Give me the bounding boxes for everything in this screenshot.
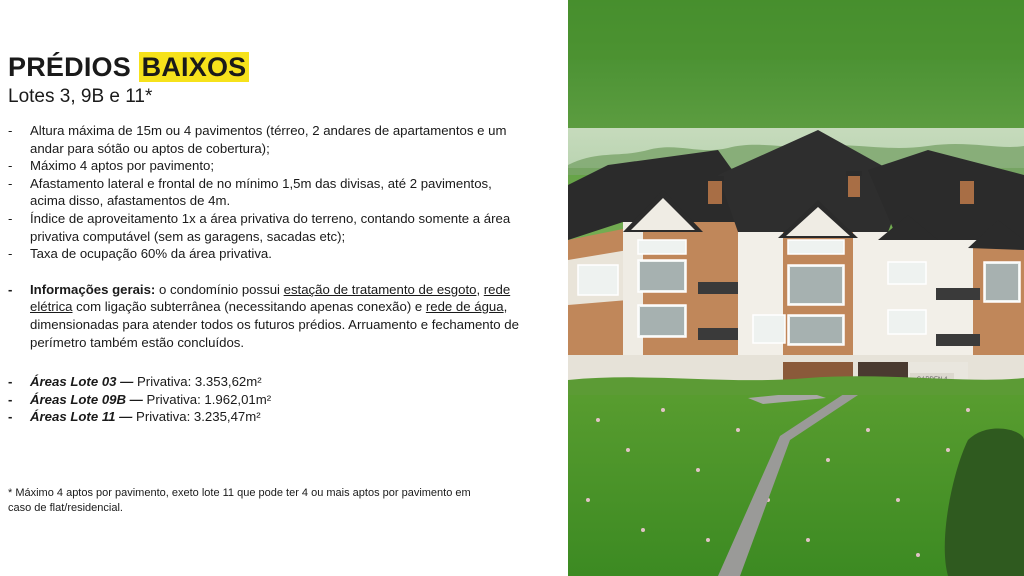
link-electric-network[interactable]: rede elétrica <box>30 281 511 315</box>
list-item: - Máximo 4 aptos por pavimento; <box>8 158 214 174</box>
link-sewage-station[interactable]: estação de tratamento de esgoto <box>283 281 477 297</box>
page-subtitle: Lotes 3, 9B e 11* <box>8 86 153 107</box>
title-text: PRÉDIOS <box>8 52 139 82</box>
footnote: * Máximo 4 aptos por pavimento, exeto lote 11 que pode ter 4 ou mais aptos por pavimento em caso de flat/residencial. <box>8 487 471 514</box>
page-title <box>8 52 249 83</box>
title-highlight: BAIXOS <box>139 52 250 82</box>
list-item: - Taxa de ocupação 60% da área privativa. <box>8 246 272 262</box>
list-item: - Índice de aproveitamento 1x a área privativa do terreno, contando somente a área privativa computável (sem as garagens, sacadas etc); <box>8 210 511 244</box>
building-rendering-image <box>568 0 1024 576</box>
area-item: - Áreas Lote 09B — Privativa: 1.962,01m² <box>8 391 272 407</box>
info-label: Informações gerais: <box>30 281 156 297</box>
link-water-network[interactable]: rede de água <box>425 299 504 315</box>
bullet-list <box>8 122 528 426</box>
area-item: - Áreas Lote 03 — Privativa: 3.353,62m² <box>8 374 262 390</box>
building-rendering <box>568 0 1024 576</box>
info-paragraph: - Informações gerais: o condomínio possui estação de tratamento de esgoto, rede elétrica com ligação subterrânea (necessitando apenas conexão) e rede de água, dimensionadas para atender todos os futuros prédios. Arruamento e fechamento de perímetro também estão concluídos. <box>8 281 519 350</box>
area-item: - Áreas Lote 11 — Privativa: 3.235,47m² <box>8 409 261 425</box>
list-item: - Altura máxima de 15m ou 4 pavimentos (térreo, 2 andares de apartamentos e um andar para sótão ou aptos de cobertura); <box>8 123 507 156</box>
list-item: - Afastamento lateral e frontal de no mínimo 1,5m das divisas, até 2 pavimentos, acima disso, afastamentos de 4m. <box>8 175 492 209</box>
